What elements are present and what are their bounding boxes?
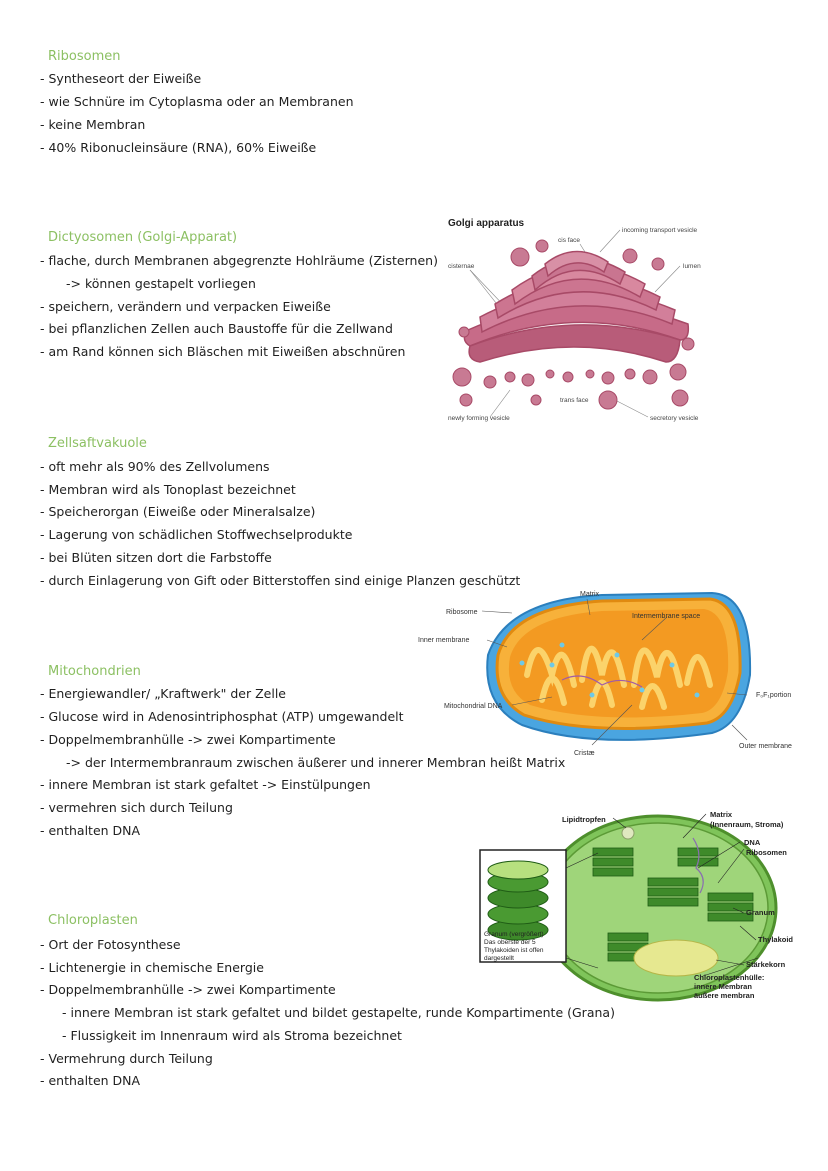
- chloroplast-figure: [478, 808, 824, 1008]
- list-item: - keine Membran: [40, 117, 146, 132]
- list-item: - bei pflanzlichen Zellen auch Baustoffe für die Zellwand: [40, 321, 393, 336]
- label-ribosomen: Ribosomen: [746, 848, 787, 857]
- list-item: -> können gestapelt vorliegen: [66, 276, 256, 291]
- list-item: - Membran wird als Tonoplast bezeichnet: [40, 482, 296, 497]
- list-item: - flache, durch Membranen abgegrenzte Hohlräume (Zisternen): [40, 253, 438, 268]
- label-intermembrane: Intermembrane space: [632, 613, 701, 620]
- label-granum: Granum: [746, 908, 775, 917]
- golgi-figure: [440, 212, 710, 427]
- list-item: - Syntheseort der Eiweiße: [40, 71, 202, 86]
- list-item: - innere Membran ist stark gefaltet und bildet gestapelte, runde Kompartimente (Grana): [62, 1005, 615, 1020]
- label-cis-face: cis face: [558, 237, 581, 244]
- list-item: - bei Blüten sitzen dort die Farbstoffe: [40, 550, 272, 565]
- list-item: - 40% Ribonucleinsäure (RNA), 60% Eiweiße: [40, 140, 317, 155]
- list-item: - enthalten DNA: [40, 1073, 141, 1088]
- golgi-title: Golgi apparatus: [448, 218, 525, 229]
- list-item: - enthalten DNA: [40, 823, 141, 838]
- label-matrix-sub: (Innenraum, Stroma): [710, 820, 784, 829]
- label-lumen: lumen: [683, 263, 701, 270]
- label-innere-membran: innere Membran: [694, 982, 752, 991]
- label-mito-dna: Mitochondrial DNA: [444, 703, 503, 710]
- label-huelle: Chloroplastenhülle:: [694, 973, 765, 982]
- inset-caption-1: Granum (vergrößert): [484, 931, 544, 938]
- heading-ribosomen: Ribosomen: [48, 49, 121, 64]
- list-item: - Ort der Fotosynthese: [40, 937, 181, 952]
- inset-caption-3: Thylakoiden ist offen: [484, 947, 544, 954]
- list-item: - am Rand können sich Bläschen mit Eiweißen abschnüren: [40, 344, 406, 359]
- label-matrix: Matrix: [710, 810, 733, 819]
- inset-caption-2: Das oberste der 5: [484, 939, 536, 946]
- label-secretory: secretory vesicle: [650, 415, 699, 422]
- label-newly-forming: newly forming vesicle: [448, 415, 510, 422]
- label-ribosome: Ribosome: [446, 609, 478, 616]
- inset-caption-4: dargestellt: [484, 955, 514, 962]
- list-item: - durch Einlagerung von Gift oder Bitterstoffen sind einige Planzen geschützt: [40, 573, 521, 588]
- list-item: - Vermehrung durch Teilung: [40, 1051, 213, 1066]
- list-item: - oft mehr als 90% des Zellvolumens: [40, 459, 270, 474]
- label-dna: DNA: [744, 838, 761, 847]
- label-trans-face: trans face: [560, 397, 589, 404]
- list-item: - vermehren sich durch Teilung: [40, 800, 233, 815]
- label-incoming-vesicle: incoming transport vesicle: [622, 227, 698, 234]
- list-item: - innere Membran ist stark gefaltet -> Einstülpungen: [40, 777, 371, 792]
- list-item: -> der Intermembranraum zwischen äußerer und innerer Membran heißt Matrix: [66, 755, 566, 770]
- label-matrix: Matrix: [580, 591, 600, 598]
- label-lipidtropfen: Lipidtropfen: [562, 815, 606, 824]
- label-aeussere-membran: äußere membran: [694, 991, 755, 1000]
- label-cisternae: cisternae: [448, 263, 475, 270]
- mitochondrium-figure: [412, 585, 826, 760]
- label-thylakoid: Thylakoid: [758, 935, 794, 944]
- label-staerkekorn: Stärkekorn: [746, 960, 786, 969]
- list-item: - speichern, verändern und verpacken Eiweiße: [40, 299, 331, 314]
- label-f0f1: F₀F₁portion: [756, 692, 792, 699]
- list-item: - Lichtenergie in chemische Energie: [40, 960, 264, 975]
- list-item: - Flussigkeit im Innenraum wird als Stroma bezeichnet: [62, 1028, 402, 1043]
- list-item: - Speicherorgan (Eiweiße oder Mineralsalze): [40, 504, 316, 519]
- list-item: - Glucose wird in Adenosintriphosphat (ATP) umgewandelt: [40, 709, 404, 724]
- label-outer-membrane: Outer membrane: [739, 743, 792, 750]
- list-item: - Doppelmembranhülle -> zwei Kompartimente: [40, 732, 336, 747]
- list-item: - Lagerung von schädlichen Stoffwechselprodukte: [40, 527, 353, 542]
- heading-zellsaftvakuole: Zellsaftvakuole: [48, 436, 147, 451]
- heading-dictyosomen: Dictyosomen (Golgi-Apparat): [48, 230, 238, 245]
- label-cristae: Cristæ: [574, 750, 595, 757]
- heading-chloroplasten: Chloroplasten: [48, 913, 138, 928]
- list-item: - wie Schnüre im Cytoplasma oder an Membranen: [40, 94, 354, 109]
- list-item: - Energiewandler/ „Kraftwerk" der Zelle: [40, 686, 286, 701]
- label-inner-membrane: Inner membrane: [418, 637, 470, 644]
- heading-mitochondrien: Mitochondrien: [48, 664, 141, 679]
- list-item: - Doppelmembranhülle -> zwei Kompartimente: [40, 982, 336, 997]
